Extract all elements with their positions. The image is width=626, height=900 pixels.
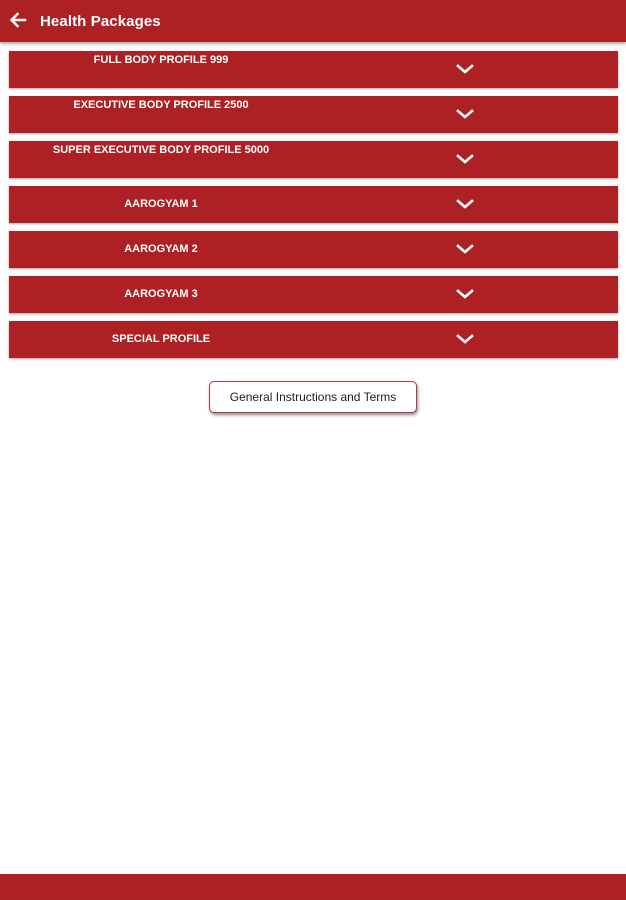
package-aarogyam-1[interactable] <box>9 186 618 223</box>
package-list <box>9 51 618 366</box>
package-executive-body-profile-2500[interactable] <box>9 96 618 133</box>
package-label: SUPER EXECUTIVE BODY PROFILE 5000 <box>52 144 270 156</box>
chevron-down-icon[interactable] <box>456 286 474 302</box>
back-button[interactable] <box>6 8 30 32</box>
package-label: AAROGYAM 3 <box>124 288 198 300</box>
page-title: Health Packages <box>40 13 161 30</box>
package-label: AAROGYAM 1 <box>124 198 198 210</box>
chevron-down-icon[interactable] <box>456 196 474 212</box>
chevron-down-icon[interactable] <box>456 151 474 167</box>
chevron-down-icon[interactable] <box>456 61 474 77</box>
chevron-down-icon[interactable] <box>456 241 474 257</box>
chevron-down-icon[interactable] <box>456 106 474 122</box>
arrow-left-icon <box>8 10 28 30</box>
package-special-profile[interactable] <box>9 321 618 358</box>
package-label: FULL BODY PROFILE 999 <box>93 54 229 66</box>
package-label: SPECIAL PROFILE <box>111 333 211 345</box>
app-bar <box>0 0 626 42</box>
package-label: AAROGYAM 2 <box>124 243 198 255</box>
package-label: EXECUTIVE BODY PROFILE 2500 <box>73 99 249 111</box>
bottom-bar <box>0 874 626 900</box>
chevron-down-icon[interactable] <box>456 331 474 347</box>
package-full-body-profile-999[interactable] <box>9 51 618 88</box>
general-instructions-button[interactable]: General Instructions and Terms <box>209 381 417 413</box>
package-super-executive-body-profile-5000[interactable] <box>9 141 618 178</box>
package-aarogyam-3[interactable] <box>9 276 618 313</box>
package-aarogyam-2[interactable] <box>9 231 618 268</box>
